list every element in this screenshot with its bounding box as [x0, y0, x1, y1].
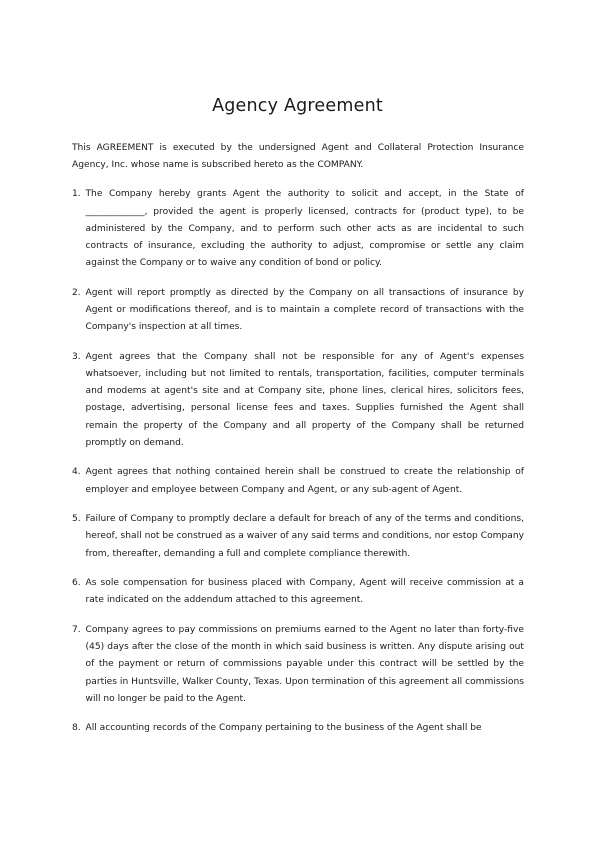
clause-text: Agent agrees that the Company shall not be responsible for any of Agent's expenses whatsoever, including but not limited to rentals, transportation, facilities, computer terminals and modems at agent's site and at Company site, phone lines, clerical hires, solicitors fees, postage, advertising, personal license fees and taxes. Supplies furnished the Agent shall remain the property of the Company and all property of the Company shall be returned promptly on demand.	[85, 351, 524, 448]
clause-text: As sole compensation for business placed with Company, Agent will receive commission at a rate indicated on the addendum attached to this agreement.	[85, 578, 524, 606]
clause-text: Company agrees to pay commissions on premiums earned to the Agent no later than forty-five (45) days after the close of the month in which said business is written. Any dispute arising out of the payment or return of commissions payable under this contract will be settled by the parties in Huntsville, Walker County, Texas. Upon termination of this agreement all commissions will no longer be paid to the Agent.	[85, 625, 524, 704]
clause-8	[72, 720, 524, 737]
clause-number: 8.	[72, 723, 81, 734]
clause-number: 7.	[72, 625, 81, 636]
clause-1	[72, 186, 524, 272]
clause-2	[72, 285, 524, 337]
clause-text: Agent will report promptly as directed by the Company on all transactions of insurance by Agent or modifications thereof, and is to maintain a complete record of transactions with the Company's inspection at all times.	[85, 287, 524, 333]
clause-number: 6.	[72, 578, 81, 589]
clause-number: 4.	[72, 467, 81, 478]
document-body	[72, 140, 524, 750]
clause-number: 2.	[72, 287, 81, 298]
clause-text: Agent agrees that nothing contained herein shall be construed to create the relationship of employer and employee between Company and Agent, or any sub-agent of Agent.	[85, 467, 524, 495]
clause-number: 5.	[72, 514, 81, 525]
clause-text: All accounting records of the Company pertaining to the business of the Agent shall be	[85, 723, 482, 734]
clause-number: 3.	[72, 351, 81, 362]
document-title: Agency Agreement	[212, 96, 383, 116]
clause-5	[72, 511, 524, 563]
intro-paragraph: This AGREEMENT is executed by the undersigned Agent and Collateral Protection Insurance Agency, Inc. whose name is subscribed hereto as the COMPANY.	[72, 143, 524, 171]
clause-text: The Company hereby grants Agent the authority to solicit and accept, in the State of _____________, provided the agent is properly licensed, contracts for (product type), to be administered by the Company, and to perform such other acts as are incidental to such contracts of insurance, excluding the authority to adjust, compromise or settle any claim against the Company or to waive any condition of bond or policy.	[85, 189, 524, 269]
clause-4	[72, 464, 524, 498]
clause-text: Failure of Company to promptly declare a default for breach of any of the terms and conditions, hereof, shall not be construed as a waiver of any said terms and conditions, nor estop Company from, thereafter, demanding a full and complete compliance therewith.	[85, 514, 524, 559]
clause-6	[72, 575, 524, 609]
clause-3	[72, 349, 524, 452]
clause-7	[72, 622, 524, 708]
clause-number: 1.	[72, 189, 81, 200]
